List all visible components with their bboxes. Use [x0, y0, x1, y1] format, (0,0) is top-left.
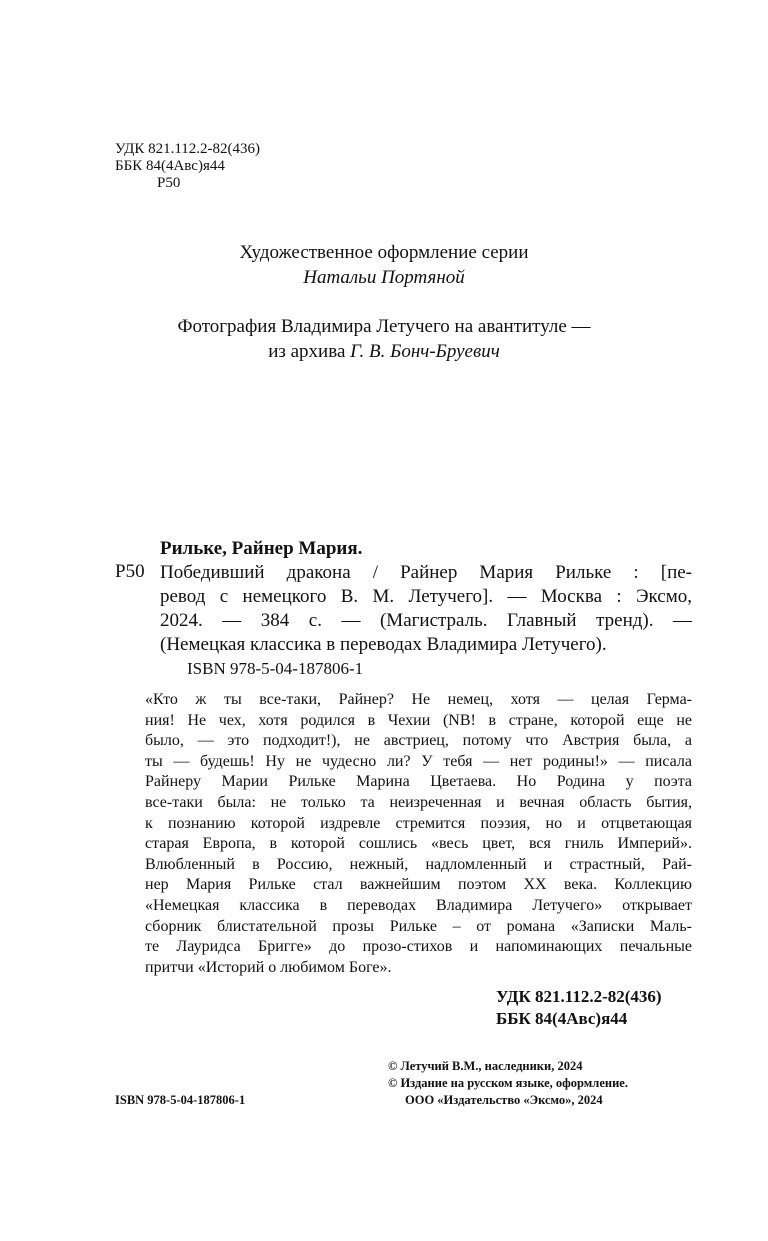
bibliography-record: [160, 561, 692, 657]
annotation-line: все-таки была: не только та неизреченная и вечная область бытия,: [145, 793, 692, 811]
copyright-line: © Издание на русском языке, оформление.: [388, 1076, 628, 1090]
annotation-line: ты — будешь! Ну не чудесно ли? У тебя — нет родины!» — писала: [145, 752, 692, 770]
bibliography-author: Рильке, Райнер Мария.: [160, 538, 363, 559]
annotation-line: Влюбленный в Россию, нежный, надломленный и страстный, Рай-: [145, 855, 692, 873]
annotation-line: Райнеру Марии Рильке Марина Цветаева. Но Родина у поэта: [145, 773, 692, 791]
bbk-code-bottom: ББК 84(4Авс)я44: [496, 1009, 628, 1028]
annotation: [145, 690, 692, 978]
annotation-line: притчи «Историй о любимом Боге».: [145, 958, 392, 976]
annotation-line: старая Европа, в которой сошлись «весь цвет, вся гниль Империй».: [145, 835, 692, 853]
annotation-line: нер Мария Рильке стал важнейшим поэтом XX века. Коллекцию: [145, 876, 692, 894]
copyright-line: ООО «Издательство «Эксмо», 2024: [405, 1093, 603, 1107]
photo-credit-prefix: из архива: [268, 341, 351, 362]
udk-code-bottom: УДК 821.112.2-82(436): [496, 987, 662, 1006]
design-credit: [0, 240, 768, 290]
bbk-code: ББК 84(4Авс)я44: [115, 158, 225, 174]
author-sign: Р50: [157, 175, 181, 191]
annotation-line: «Кто ж ты все-таки, Райнер? Не немец, хотя — целая Герма-: [145, 691, 692, 708]
annotation-line: «Немецкая классика в переводах Владимира Летучего» открывает: [145, 896, 692, 914]
photo-credit: [0, 314, 768, 364]
bibliography-code: Р50: [115, 561, 145, 582]
photo-credit-line2: [0, 339, 768, 364]
copyright-line: © Летучий В.М., наследники, 2024: [388, 1059, 583, 1073]
design-credit-name: Натальи Портяной: [303, 267, 465, 288]
photo-credit-name: Г. В. Бонч-Бруевич: [350, 341, 500, 362]
annotation-line: те Лауридса Бригге» до прозо-стихов и напоминающих печальные: [145, 938, 692, 956]
classification-block: [115, 141, 260, 192]
classification-bottom: [496, 986, 662, 1030]
bibliography-line: ревод с немецкого В. М. Летучего]. — Москва : Эксмо,: [160, 586, 692, 607]
copyright-block: [388, 1058, 628, 1109]
design-credit-line1: Художественное оформление серии: [239, 242, 529, 263]
isbn-bottom: ISBN 978-5-04-187806-1: [115, 1093, 246, 1107]
bibliography-line: (Немецкая классика в переводах Владимира Летучего).: [160, 634, 607, 655]
annotation-line: было, — это подходит!), не австриец, потому что Австрия была, а: [145, 732, 692, 750]
udk-code: УДК 821.112.2-82(436): [115, 141, 261, 157]
annotation-line: ния! Не чех, хотя родился в Чехии (NB! в стране, которой еще не: [145, 711, 692, 729]
annotation-line: сборник блистательной прозы Рильке – от романа «Записки Маль-: [145, 917, 692, 935]
annotation-line: к познанию которой издревле стремится поэзия, но и отцветающая: [145, 814, 692, 832]
photo-credit-line1: Фотография Владимира Летучего на авантитуле —: [177, 316, 591, 337]
bibliography-line: Победивший дракона / Райнер Мария Рильке : [пе-: [160, 562, 692, 583]
bibliography-line: 2024. — 384 с. — (Магистраль. Главный тренд). —: [160, 610, 692, 631]
isbn: ISBN 978-5-04-187806-1: [187, 659, 364, 678]
